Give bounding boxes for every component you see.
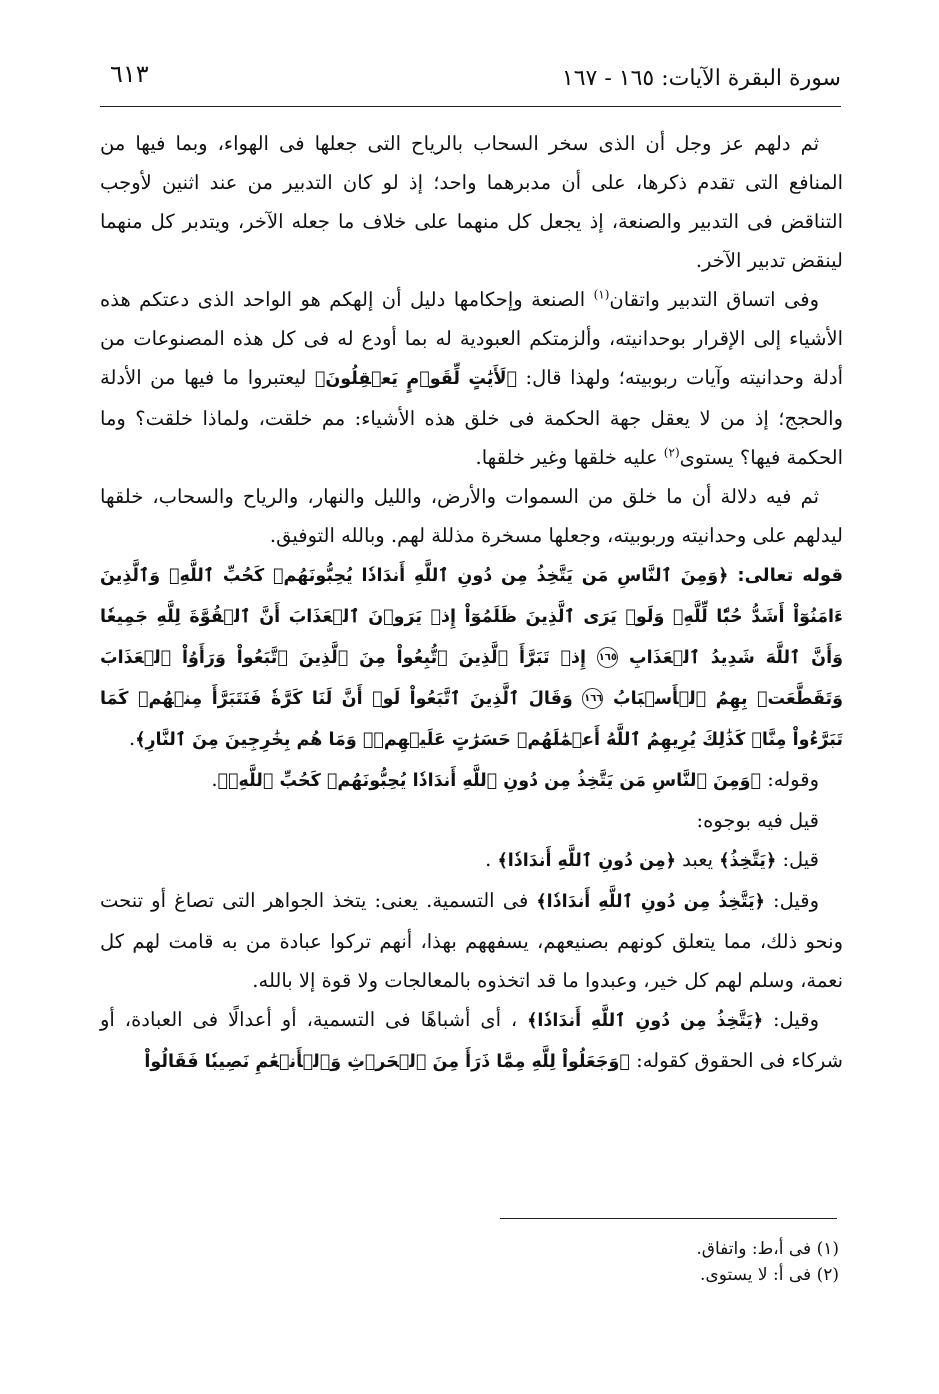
- quran-quote: ﴿يَتَّخِذُ مِن دُونِ ٱللَّهِ أَندَادٗا﴾: [536, 892, 765, 912]
- verse-text-c: وَقَالَ ٱلَّذِينَ ٱتَّبَعُواْ لَوۡ أَنَّ لَنَا كَرَّةٗ فَنَتَبَرَّأَ مِنۡهُمۡ كَمَا تَبَرَّءُواْ مِنَّاۗ كَذَٰلِكَ يُرِيهِمُ ٱللَّهُ أَعۡمَٰلَهُمۡ حَسَرَٰتٍ عَلَيۡهِمۡۖ وَمَا هُم بِخَٰرِجِينَ مِنَ ٱلنَّارِ﴾: [100, 689, 843, 750]
- running-header: [100, 56, 841, 107]
- main-text: [100, 124, 843, 1082]
- paragraph-2-part-d: عليه خلقها وغير خلقها.: [475, 446, 664, 469]
- paragraph-8-part-b: ، أى أشباهًا فى التسمية، أو أعدالًا فى العبادة، أو شركاء فى الحقوق كقوله:: [100, 1008, 843, 1072]
- paragraph-3: ثم فيه دلالة أن ما خلق من السموات والأرض، والليل والنهار، والرياح والسحاب، خلقها ليدلهم على وحدانيته وربوبيته، وجعلها مسخرة مذللة لهم. وبالله التوفيق.: [100, 485, 843, 547]
- paragraph-4: [100, 760, 843, 801]
- paragraph-2-part-a: وفى اتساق التدبير واتقان: [609, 288, 819, 311]
- verse-number-marker: ١٦٦: [582, 688, 603, 709]
- verse-text-b: إِذۡ تَبَرَّأَ ٱلَّذِينَ ٱتُّبِعُواْ مِنَ ٱلَّذِينَ ٱتَّبَعُواْ وَرَأَوُاْ ٱلۡعَذَابَ وَتَقَطَّعَتۡ بِهِمُ ٱلۡأَسۡبَابُ: [100, 648, 844, 709]
- surah-title: سورة البقرة الآيات: ١٦٥ - ١٦٧: [561, 66, 841, 91]
- quran-quote: ﴿يَتَّخِذُ﴾: [719, 851, 777, 871]
- paragraph-2: [100, 280, 843, 477]
- quran-quote: ﴿مِن دُونِ ٱللَّهِ أَندَادٗا﴾: [497, 851, 676, 871]
- footnote-ref-1[interactable]: (١): [593, 287, 610, 302]
- paragraph-6-part-a: قيل:: [776, 848, 819, 871]
- verse-text-a: ﴿وَمِنَ ٱلنَّاسِ مَن يَتَّخِذُ مِن دُونِ ٱللَّهِ أَندَادٗا يُحِبُّونَهُمۡ كَحُبِّ ٱللَّهِۖ وَٱلَّذِينَ ءَامَنُوٓاْ أَشَدُّ حُبّٗا لِّلَّهِۗ وَلَوۡ يَرَى ٱلَّذِينَ ظَلَمُوٓاْ إِذۡ يَرَوۡنَ ٱلۡعَذَابَ أَنَّ ٱلۡقُوَّةَ لِلَّهِ جَمِيعٗا وَأَنَّ ٱللَّهَ شَدِيدُ ٱلۡعَذَابِ: [100, 566, 843, 668]
- paragraph-8-part-a: وقيل:: [763, 1008, 819, 1031]
- paragraph-6-part-b: يعبد: [675, 848, 720, 871]
- paragraph-5: قيل فيه بوجوه:: [696, 809, 819, 832]
- verse-end: .: [128, 727, 136, 750]
- paragraph-7-part-b: فى التسمية. يعنى: يتخذ الجواهر التى تصاغ أو تنحت ونحو ذلك، مما يتعلق كونهم بصنيعهم، يسفههم بهذا، أنهم تركوا عبادة من به قامت لهم كل نعمة، وسلم لهم كل خير، وعبدوا ما قد اتخذوه بالمعالجات ولا قوة إلا بالله.: [100, 889, 843, 992]
- paragraph-2-part-c: ليعتبروا ما فيها من الأدلة والحجج؛ إذ من لا يعقل جهة الحكمة فى خلق هذه الأشياء: مم خلقت، ولماذا خلقت؟ وما الحكمة فيها؟ يستوى: [100, 366, 843, 469]
- footnotes: [439, 1236, 839, 1288]
- paragraph-1: ثم دلهم عز وجل أن الذى سخر السحاب بالرياح التى جعلها فى الهواء، وبما فيها من المنافع التى تقدم ذكرها، على أن مدبرهما واحد؛ إذ لو كان التدبير من عند اثنين لأوجب التناقض فى التدبير والصنعة، إذ يجعل كل منهما على خلاف ما جعله الآخر، ويتدبر كل منهما لينقض تدبير الآخر.: [100, 132, 843, 272]
- paragraph-7-part-a: وقيل:: [764, 889, 819, 912]
- verse-number-marker: ١٦٥: [597, 647, 618, 668]
- footnote-2: (٢) فى أ: لا يستوى.: [700, 1265, 839, 1285]
- verse-lead: قوله تعالى:: [728, 565, 843, 586]
- quran-quote: ﴿وَمِنَ ٱلنَّاسِ مَن يَتَّخِذُ مِن دُونِ ٱللَّهِ أَندَادٗا يُحِبُّونَهُمۡ كَحُبِّ ٱللَّهِۖ﴾: [217, 771, 762, 791]
- paragraph-6-part-c: .: [485, 848, 498, 871]
- paragraph-2-part-b: الصنعة وإحكامها دليل أن إلهكم هو الواحد الذى دعتكم هذه الأشياء إلى الإقرار بوحدانيته، وألزمتكم العبودية له بما أودع له فى كل هذه المصنوعات من أدلة وحدانيته وآيات ربوبيته؛ ولهذا قال:: [100, 288, 843, 389]
- paragraph-8: [100, 1000, 843, 1082]
- quran-quote: ﴿وَجَعَلُواْ لِلَّهِ مِمَّا ذَرَأَ مِنَ ٱلۡحَرۡثِ وَٱلۡأَنۡعَٰمِ نَصِيبٗا فَقَالُواْ: [144, 1052, 630, 1072]
- footnote-divider: [500, 1218, 837, 1219]
- paragraph-4-part-b: .: [211, 768, 218, 791]
- quran-quote: ﴿يَتَّخِذُ مِن دُونِ ٱللَّهِ أَندَادٗا﴾: [527, 1011, 764, 1031]
- paragraph-7: [100, 881, 843, 1000]
- footnote-ref-2[interactable]: (٢): [663, 445, 680, 460]
- paragraph-6: [100, 840, 843, 881]
- verse-block: [100, 555, 843, 760]
- paragraph-4-part-a: وقوله:: [761, 768, 819, 791]
- quran-quote: ﴿لَأَيَٰتٍ لِّقَوۡمٍ يَعۡقِلُونَ﴾: [314, 369, 517, 389]
- page-number: ٦١٣: [110, 60, 149, 88]
- footnote-1: (١) فى أ،ط: واتفاق.: [696, 1239, 839, 1259]
